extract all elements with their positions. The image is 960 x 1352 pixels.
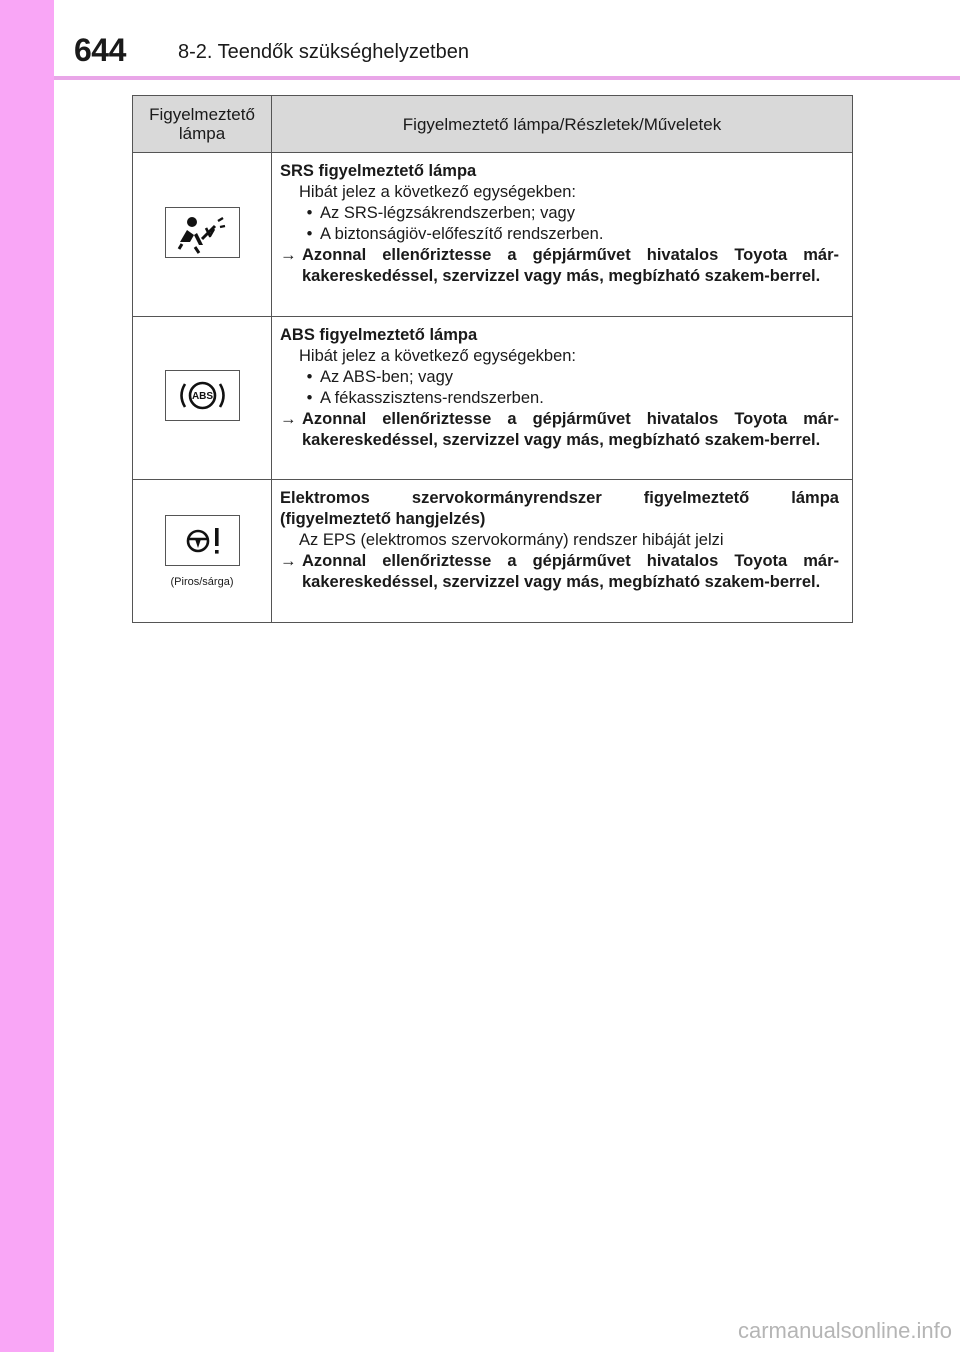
- header-rule: [54, 76, 960, 80]
- list-item: • A biztonságiöv-előfeszítő rendszerben.: [306, 225, 604, 243]
- section-title: 8-2. Teendők szükséghelyzetben: [178, 41, 469, 63]
- list-item: • Az SRS-légzsákrendszerben; vagy: [306, 204, 575, 222]
- lamp-icon-cell: [133, 480, 272, 623]
- arrow-icon: →: [280, 552, 297, 570]
- table-row: [133, 153, 853, 317]
- column-header-lamp: Figyelmeztető lámpa: [133, 96, 272, 153]
- airbag-warning-icon: [166, 208, 239, 257]
- lamp-description: Hibát jelez a következő egységekben:: [299, 183, 577, 201]
- lamp-color-caption: (Piros/sárga): [170, 575, 234, 588]
- abs-warning-icon: [166, 371, 239, 420]
- lamp-box: [165, 207, 240, 258]
- action-instruction: → Azonnal ellenőriztesse a gépjárművet hivatalos Toyota már-kakereskedéssel, szervizzel vagy más, megbízható szakem-berrel.: [280, 552, 839, 591]
- svg-text:ABS: ABS: [191, 391, 213, 402]
- lamp-title: ABS figyelmeztető lámpa: [280, 326, 478, 344]
- arrow-icon: →: [280, 410, 297, 428]
- page-number: 644: [74, 32, 126, 68]
- side-band: [0, 0, 54, 1352]
- table-row: [133, 317, 853, 480]
- lamp-icon-cell: [133, 153, 272, 317]
- lamp-description: Hibát jelez a következő egységekben:: [299, 347, 577, 365]
- column-header-details: Figyelmeztető lámpa/Részletek/Műveletek: [272, 96, 853, 153]
- lamp-title: Elektromos szervokormányrendszer figyelmeztető lámpa: [280, 489, 839, 507]
- arrow-icon: →: [280, 246, 297, 264]
- lamp-details-cell: [272, 480, 853, 623]
- table-header-row: [133, 96, 853, 153]
- lamp-box: [165, 370, 240, 421]
- lamp-subtitle: (figyelmeztető hangjelzés): [280, 510, 486, 528]
- lamp-description: Az EPS (elektromos szervokormány) rendszer hibáját jelzi: [299, 531, 724, 549]
- lamp-title: SRS figyelmeztető lámpa: [280, 162, 477, 180]
- watermark: carmanualsonline.info: [737, 1318, 952, 1343]
- power-steering-warning-icon: [166, 516, 239, 565]
- action-instruction: → Azonnal ellenőriztesse a gépjárművet hivatalos Toyota már-kakereskedéssel, szervizzel vagy más, megbízható szakem-berrel.: [280, 410, 839, 449]
- list-item: • A fékasszisztens-rendszerben.: [306, 389, 544, 407]
- warning-lamp-table: [132, 95, 853, 623]
- lamp-icon-cell: [133, 317, 272, 480]
- action-instruction: → Azonnal ellenőriztesse a gépjárművet hivatalos Toyota már-kakereskedéssel, szervizzel vagy más, megbízható szakem-berrel.: [280, 246, 839, 285]
- list-item: • Az ABS-ben; vagy: [306, 368, 453, 386]
- lamp-details-cell: [272, 153, 853, 317]
- lamp-details-cell: [272, 317, 853, 480]
- lamp-box: [165, 515, 240, 566]
- table-row: [133, 480, 853, 623]
